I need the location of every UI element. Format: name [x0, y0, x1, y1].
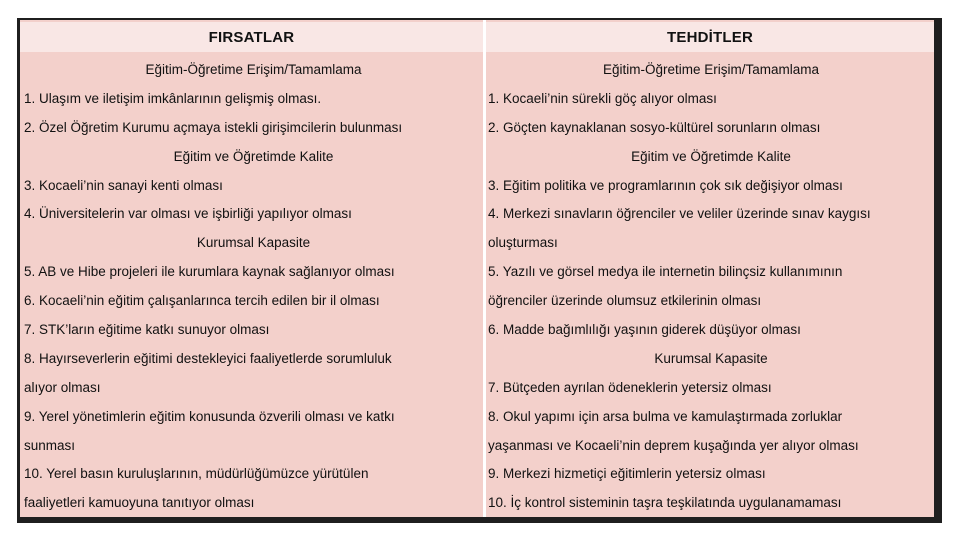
- threats-item-line: 3. Eğitim politika ve programlarının çok sık değişiyor olması: [488, 177, 843, 193]
- threats-item-line: 10. İç kontrol sisteminin taşra teşkilatında uygulanamaması: [488, 495, 842, 511]
- opportunities-item-line: 1. Ulaşım ve iletişim imkânlarının gelişmiş olması.: [24, 90, 322, 106]
- opportunities-item-line: 10. Yerel basın kuruluşlarının, müdürlüğümüzce yürütülen: [24, 466, 369, 482]
- opportunities-item-line: 5. AB ve Hibe projeleri ile kurumlara kaynak sağlanıyor olması: [24, 264, 395, 280]
- threats-column: [486, 20, 934, 517]
- opportunities-item-line: faaliyetleri kamuoyuna tanıtıyor olması: [24, 495, 255, 511]
- threats-item-line: 9. Merkezi hizmetiçi eğitimlerin yetersiz olması: [488, 466, 766, 482]
- opportunities-item-line: sunması: [24, 437, 76, 453]
- threats-item-line: 4. Merkezi sınavların öğrenciler ve veliler üzerinde sınav kaygısı: [488, 206, 871, 222]
- threats-list: [486, 56, 934, 518]
- threats-section-heading: Kurumsal Kapasite: [654, 350, 768, 366]
- threats-item-line: öğrenciler üzerinde olumsuz etkilerinin olması: [488, 293, 762, 309]
- threats-item-line: 8. Okul yapımı için arsa bulma ve kamulaştırmada zorluklar: [488, 408, 843, 424]
- swot-table: [20, 20, 934, 517]
- opportunities-item-line: 3. Kocaeli’nin sanayi kenti olması: [24, 177, 223, 193]
- opportunities-section-heading: Eğitim ve Öğretimde Kalite: [173, 148, 334, 164]
- threats-item-line: 5. Yazılı ve görsel medya ile internetin bilinçsiz kullanımının: [488, 264, 843, 280]
- threats-item-line: 1. Kocaeli’nin sürekli göç alıyor olması: [488, 90, 717, 106]
- threats-section-heading: Eğitim-Öğretime Erişim/Tamamlama: [602, 62, 820, 77]
- threats-section-heading: Eğitim ve Öğretimde Kalite: [631, 148, 791, 164]
- opportunities-item-line: 4. Üniversitelerin var olması ve işbirliği yapılıyor olması: [24, 206, 352, 222]
- opportunities-item-line: 9. Yerel yönetimlerin eğitim konusunda özverili olması ve katkı: [24, 408, 395, 424]
- threats-item-line: 2. Göçten kaynaklanan sosyo-kültürel sorunların olması: [488, 119, 821, 135]
- threats-item-line: 6. Madde bağımlılığı yaşının giderek düşüyor olması: [488, 322, 801, 338]
- opportunities-item-line: 7. STK’ların eğitime katkı sunuyor olması: [24, 322, 270, 338]
- threats-item-line: yaşanması ve Kocaeli’nin deprem kuşağında yer alıyor olması: [488, 437, 859, 453]
- opportunities-header: FIRSATLAR: [20, 22, 483, 54]
- opportunities-list: [20, 56, 483, 518]
- opportunities-item-line: 2. Özel Öğretim Kurumu açmaya istekli girişimcilerin bulunması: [24, 119, 403, 135]
- opportunities-column: [20, 20, 483, 517]
- opportunities-item-line: 8. Hayırseverlerin eğitimi destekleyici faaliyetlerde sorumluluk: [24, 350, 392, 366]
- threats-header: TEHDİTLER: [486, 22, 934, 54]
- opportunities-section-heading: Eğitim-Öğretime Erişim/Tamamlama: [145, 62, 362, 77]
- threats-item-line: oluşturması: [488, 235, 558, 251]
- opportunities-section-heading: Kurumsal Kapasite: [196, 235, 311, 251]
- opportunities-item-line: 6. Kocaeli’nin eğitim çalışanlarınca tercih edilen bir il olması: [24, 293, 380, 309]
- opportunities-item-line: alıyor olması: [24, 379, 101, 395]
- threats-item-line: 7. Bütçeden ayrılan ödeneklerin yetersiz olması: [488, 379, 772, 395]
